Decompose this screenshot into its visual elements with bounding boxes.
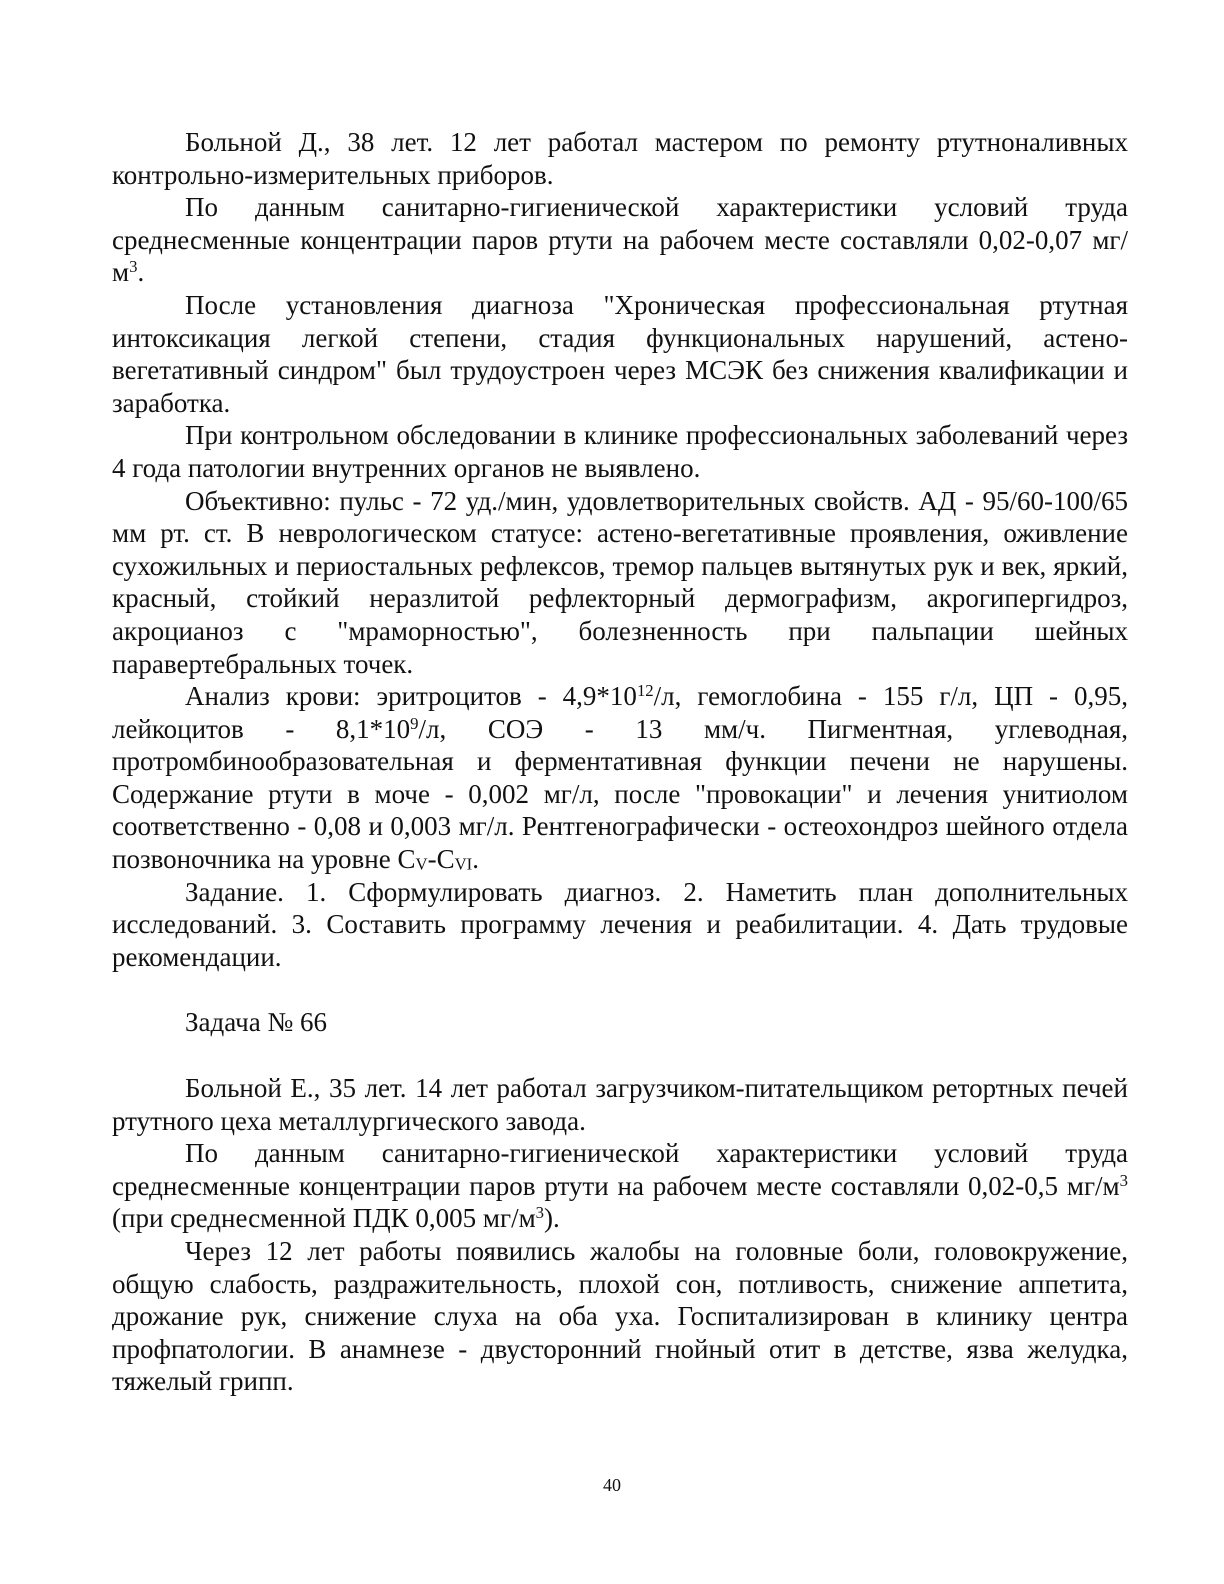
- case66-paragraph-3: Через 12 лет работы появились жалобы на головные боли, головокружение, общую слабость, раздражительность, плохой сон, потливость, снижение аппетита, дрожание рук, снижение слуха на оба уха. Госпитализирован в клинику центра профпатологии. В анамнезе - двусторонний гнойный отит в детстве, язва желудка, тяжелый грипп.: [112, 1236, 1128, 1397]
- case65-paragraph-3: После установления диагноза "Хроническая профессиональная ртутная интоксикация легкой степени, стадия функциональных нарушений, астено-вегетативный синдром" был трудоустроен через МСЭК без снижения квалификации и заработка.: [112, 289, 1128, 418]
- blood-analysis-text-c: /л, СОЭ - 13 мм/ч. Пигментная, углеводная, протромбинообразовательная и ферментативная функции печени не нарушены. Содержание ртути в моче - 0,002 мг/л, после "провокации" и лечения унитиолом соответственно - 0,08 и 0,003 мг/л. Рентгенографически - остеохондроз шейного отдела позвоночника на уровне С: [112, 713, 1128, 875]
- case66-paragraph-2-text-b: (при среднесменной ПДК 0,005 мг/м: [112, 1203, 536, 1234]
- case66-paragraph-2-text-a: По данным санитарно-гигиенической характеристики условий труда среднесменные концентрации паров ртути на рабочем месте составляли 0,02-0,5 мг/м: [112, 1138, 1128, 1201]
- period: .: [472, 844, 479, 875]
- subscript: V: [415, 854, 428, 874]
- page-number: 40: [603, 1475, 621, 1495]
- superscript: 12: [636, 680, 654, 700]
- case65-task: Задание. 1. Сформулировать диагноз. 2. Наметить план дополнительных исследований. 3. Составить программу лечения и реабилитации. 4. Дать трудовые рекомендации.: [112, 876, 1128, 972]
- blood-analysis-text-b: /л, гемоглобина - 155 г/л, ЦП - 0,95, лейкоцитов - 8,1*10: [112, 681, 1129, 744]
- superscript: 3: [535, 1203, 545, 1223]
- case66-paragraph-2-text-c: ).: [544, 1203, 560, 1234]
- spacer: [112, 1039, 1128, 1072]
- case65-paragraph-1: Больной Д., 38 лет. 12 лет работал мастером по ремонту ртутноналивных контрольно-измерительных приборов.: [112, 127, 1128, 190]
- blood-analysis-text-a: Анализ крови: эритроцитов - 4,9*10: [185, 681, 637, 712]
- case66-paragraph-2: [112, 1137, 1128, 1235]
- page-body: [112, 126, 1128, 1398]
- case65-paragraph-2: [112, 191, 1128, 289]
- case65-paragraph-2-text: По данным санитарно-гигиенической характеристики условий труда среднесменные концентрации паров ртути на рабочем месте составляли 0,02-0,07 мг/м: [112, 192, 1128, 288]
- case66-paragraph-1: Больной Е., 35 лет. 14 лет работал загрузчиком-питательщиком ретортных печей ртутного цеха металлургического завода.: [112, 1073, 1128, 1136]
- spacer: [112, 973, 1128, 1006]
- superscript: 3: [129, 257, 138, 277]
- case65-paragraph-4: При контрольном обследовании в клинике профессиональных заболеваний через 4 года патологии внутренних органов не выявлено.: [112, 420, 1128, 483]
- superscript: 9: [410, 713, 419, 733]
- case66-heading: Задача № 66: [185, 1007, 327, 1038]
- case65-paragraph-5: Объективно: пульс - 72 уд./мин, удовлетворительных свойств. АД - 95/60-100/65 мм рт. ст. В неврологическом статусе: астено-вегетативные проявления, оживление сухожильных и периостальных рефлексов, тремор пальцев вытянутых рук и век, яркий, красный, стойкий неразлитой рефлекторный дермографизм, акрогипергидроз, акроцианоз с "мраморностью", болезненность при пальпации шейных паравертебральных точек.: [112, 485, 1128, 679]
- case65-paragraph-6: [112, 680, 1128, 876]
- period: .: [137, 257, 145, 288]
- superscript: 3: [1119, 1170, 1128, 1190]
- subscript: VI: [454, 854, 473, 874]
- vertebra-dash: -С: [427, 844, 455, 875]
